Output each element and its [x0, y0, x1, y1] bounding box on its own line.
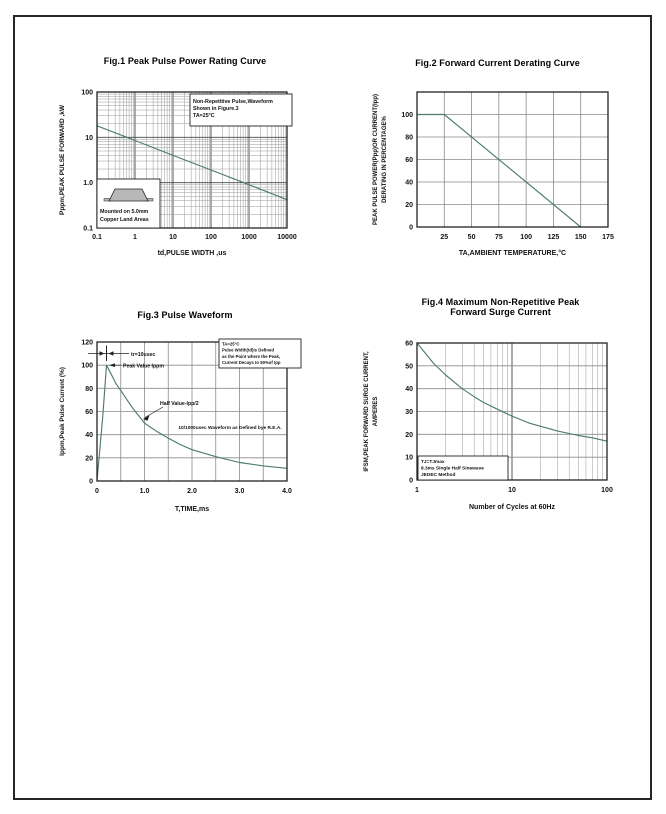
fig4-title [358, 297, 643, 317]
svg-text:1.0: 1.0 [139, 488, 150, 495]
svg-text:20: 20 [405, 202, 413, 209]
fig2-figure [350, 78, 650, 268]
svg-text:JEDEC Method: JEDEC Method [421, 473, 456, 478]
svg-text:Pppm,PEAK PULSE FORWARD ,kW: Pppm,PEAK PULSE FORWARD ,kW [59, 104, 66, 216]
svg-text:100: 100 [601, 487, 613, 494]
svg-text:DERATING IN PERCENTAGE%: DERATING IN PERCENTAGE% [382, 116, 388, 203]
svg-text:Non-Repetitive Pulse,Waveform: Non-Repetitive Pulse,Waveform [193, 99, 273, 105]
svg-text:0: 0 [409, 224, 413, 232]
svg-text:150: 150 [574, 234, 587, 241]
svg-text:10: 10 [169, 234, 177, 241]
svg-text:1000: 1000 [241, 234, 257, 241]
fig3-title: Fig.3 Pulse Waveform [137, 310, 233, 320]
fig4-chart [350, 322, 650, 522]
svg-text:60: 60 [405, 157, 413, 164]
svg-text:40: 40 [85, 432, 93, 440]
fig2-title: Fig.2 Forward Current Derating Curve [415, 58, 580, 68]
svg-text:125: 125 [547, 234, 560, 241]
svg-text:80: 80 [85, 385, 93, 393]
fig4-annotation-box [418, 456, 508, 480]
svg-text:50: 50 [405, 363, 413, 371]
svg-text:3.0: 3.0 [234, 488, 245, 495]
svg-text:Number of Cycles at 60Hz: Number of Cycles at 60Hz [469, 504, 555, 511]
svg-text:0: 0 [95, 488, 99, 495]
svg-text:120: 120 [81, 339, 93, 347]
fig2-chart [350, 78, 650, 268]
svg-text:40: 40 [405, 386, 413, 394]
svg-text:100: 100 [81, 362, 93, 370]
svg-text:10: 10 [85, 134, 93, 142]
svg-text:10/1000usec Waveform as Defin: 10/1000usec Waveform as Defined bye R.E.A. [178, 426, 282, 431]
svg-text:as the Point where the Peak,: as the Point where the Peak, [222, 353, 281, 359]
arrow-right-icon [100, 351, 105, 355]
svg-text:75: 75 [494, 234, 503, 241]
svg-text:TA=25°C: TA=25°C [193, 113, 215, 119]
svg-text:PEAK PULSE POWER(Ppp)OR CURR: PEAK PULSE POWER(Ppp)OR CURRENT(Ipp) [373, 94, 379, 225]
svg-text:Ippm,Peak Pulse Current (%): Ippm,Peak Pulse Current (%) [59, 367, 66, 456]
svg-text:10: 10 [508, 487, 516, 494]
svg-text:0: 0 [89, 478, 93, 486]
svg-text:TA,AMBIENT TEMPERATURE,°C: TA,AMBIENT TEMPERATURE,°C [458, 250, 567, 257]
svg-text:10000: 10000 [277, 234, 297, 241]
svg-text:Shown in Figure.3: Shown in Figure.3 [193, 106, 239, 112]
svg-text:Half Value-Ipp/2: Half Value-Ipp/2 [160, 401, 199, 407]
svg-text:1: 1 [133, 234, 137, 241]
svg-text:20: 20 [405, 431, 413, 439]
svg-text:2.0: 2.0 [187, 488, 197, 495]
fig2-grid [417, 92, 608, 227]
svg-text:1.0: 1.0 [83, 180, 93, 188]
svg-text:Current Decays to 50%of Ipp: Current Decays to 50%of Ipp [222, 360, 281, 366]
svg-text:60: 60 [85, 409, 93, 416]
fig1-figure [30, 78, 330, 268]
fig3-annotation-box [219, 339, 301, 368]
fig1-title: Fig.1 Peak Pulse Power Rating Curve [103, 56, 267, 66]
fig1-inset [97, 179, 160, 228]
arrow-left-icon [109, 363, 115, 367]
svg-text:8.3ms Single Half Sinewave: 8.3ms Single Half Sinewave [421, 466, 484, 472]
svg-text:Copper Land Areas: Copper Land Areas [100, 217, 149, 223]
svg-text:0.1: 0.1 [83, 225, 93, 233]
svg-text:4.0: 4.0 [282, 488, 292, 495]
fig1-chart [30, 78, 330, 268]
svg-text:30: 30 [405, 409, 413, 416]
svg-text:T,TIME,ms: T,TIME,ms [174, 506, 210, 513]
svg-text:80: 80 [405, 134, 413, 142]
arrow-left-icon [109, 351, 114, 355]
svg-text:100: 100 [520, 234, 532, 241]
svg-text:100: 100 [81, 89, 93, 97]
svg-text:175: 175 [602, 234, 614, 241]
svg-text:100: 100 [401, 112, 413, 119]
svg-text:Mounted on 5.0mm: Mounted on 5.0mm [100, 209, 149, 215]
smd-package-drawing [109, 189, 148, 201]
fig4-title-line1: Fig.4 Maximum Non-Repetitive Peak [421, 297, 580, 307]
svg-text:60: 60 [405, 340, 413, 348]
fig1-annotation-box [190, 94, 292, 126]
fig3-figure [30, 330, 330, 525]
svg-text:IFSM,PEAK FORWARD SURGE CURREN: IFSM,PEAK FORWARD SURGE CURRENT, [364, 351, 370, 472]
svg-text:10: 10 [405, 454, 413, 462]
svg-text:AMPERES: AMPERES [373, 396, 379, 427]
fig3-chart [30, 330, 330, 525]
svg-text:Pulse Width(td)is Defined: Pulse Width(td)is Defined [222, 347, 275, 353]
svg-text:td,PULSE WIDTH ,us: td,PULSE WIDTH ,us [157, 250, 227, 257]
svg-text:0.1: 0.1 [92, 234, 102, 241]
svg-text:20: 20 [85, 455, 93, 463]
svg-text:40: 40 [405, 179, 413, 187]
fig4-figure [350, 322, 650, 522]
svg-text:Peak Value Ippm: Peak Value Ippm [123, 363, 164, 370]
svg-text:100: 100 [205, 234, 217, 241]
arrow-down-left-icon [143, 415, 150, 421]
fig4-title-line2: Forward Surge Current [450, 307, 551, 317]
svg-text:1: 1 [415, 487, 419, 494]
svg-text:0: 0 [409, 477, 413, 485]
svg-text:TJ=TJmax: TJ=TJmax [421, 459, 445, 465]
svg-text:TA=25°C: TA=25°C [222, 341, 240, 347]
svg-text:tr=10usec: tr=10usec [131, 352, 156, 358]
svg-text:50: 50 [467, 234, 476, 241]
svg-text:25: 25 [440, 234, 449, 241]
